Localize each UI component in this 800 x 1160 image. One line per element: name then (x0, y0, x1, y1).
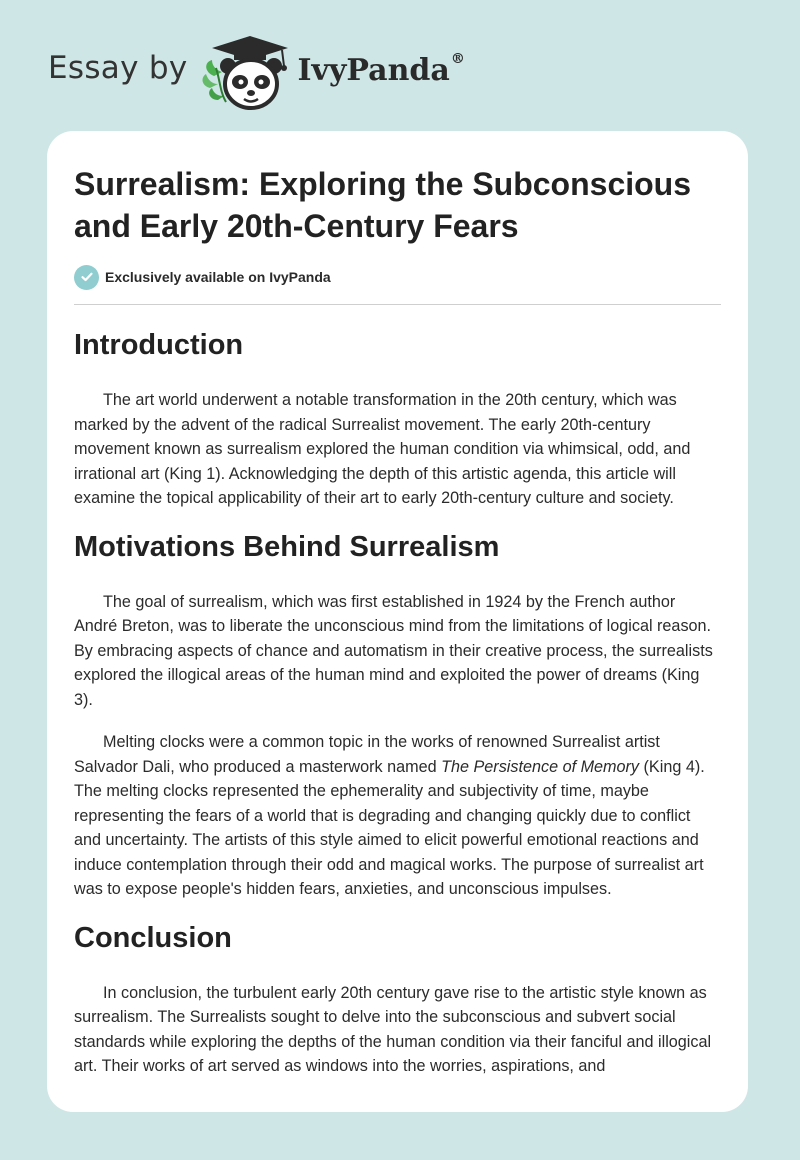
paragraph: The goal of surrealism, which was first established in 1924 by the French author André Breton, was to liberate the unconscious mind from the limitations of logical reason. By embracing aspects of chance and automatism in their creative process, the surrealists explored the illogical areas of the human mind and exploited the power of dreams (King 3). (74, 592, 713, 709)
exclusive-badge (74, 264, 721, 290)
section-heading: Conclusion (74, 921, 232, 954)
section-conclusion (74, 920, 721, 1079)
paragraph-text: Melting clocks were a common topic in the works of renowned Surrealist artist Salvador Dali, who produced a masterwork named (74, 733, 660, 776)
exclusive-badge-label: Exclusively available on IvyPanda (105, 269, 331, 285)
registered-mark: ® (450, 50, 465, 67)
article-title: Surrealism: Exploring the Subconscious and Early 20th-Century Fears (74, 166, 692, 244)
section-heading: Motivations Behind Surrealism (74, 530, 500, 563)
section-introduction (74, 327, 721, 511)
brand-name[interactable] (297, 50, 465, 88)
paragraph (74, 730, 721, 902)
site-header (48, 32, 465, 112)
paragraph-text: (King 4). The melting clocks represented the ephemerality and subjectivity of time, maybe representing the fears of a world that is degrading and changing quickly due to conflict and uncertainty. The artists of this style aimed to elicit powerful emotional reactions and induce contemplation through their odd and magical works. The purpose of surrealist art was to expose people's hidden fears, anxieties, and unconscious impulses. (74, 757, 705, 898)
title-divider (74, 304, 721, 305)
paragraph: In conclusion, the turbulent early 20th century gave rise to the artistic style known as surrealism. The Surrealists sought to delve into the subconscious and subvert social standards while exploring the depths of the human condition via their fanciful and illogical art. Their works of art served as windows into the worries, aspirations, and (74, 983, 712, 1075)
section-motivations (74, 529, 721, 902)
artwork-title: The Persistence of Memory (441, 757, 640, 776)
panda-logo-icon[interactable] (200, 32, 296, 112)
section-heading: Introduction (74, 329, 244, 361)
check-circle-icon (74, 265, 99, 290)
brand-text: IvyPanda (297, 52, 450, 88)
paragraph: The art world underwent a notable transformation in the 20th century, which was marked by the advent of the radical Surrealist movement. The early 20th-century movement known as surrealism explored the human condition via whimsical, odd, and irrational art (King 1). Acknowledging the depth of this artistic agenda, this article will examine the topical applicability of their art to early 20th-century culture and society. (74, 391, 691, 507)
essay-by-label: Essay by (48, 50, 188, 86)
article-card (47, 131, 748, 1112)
